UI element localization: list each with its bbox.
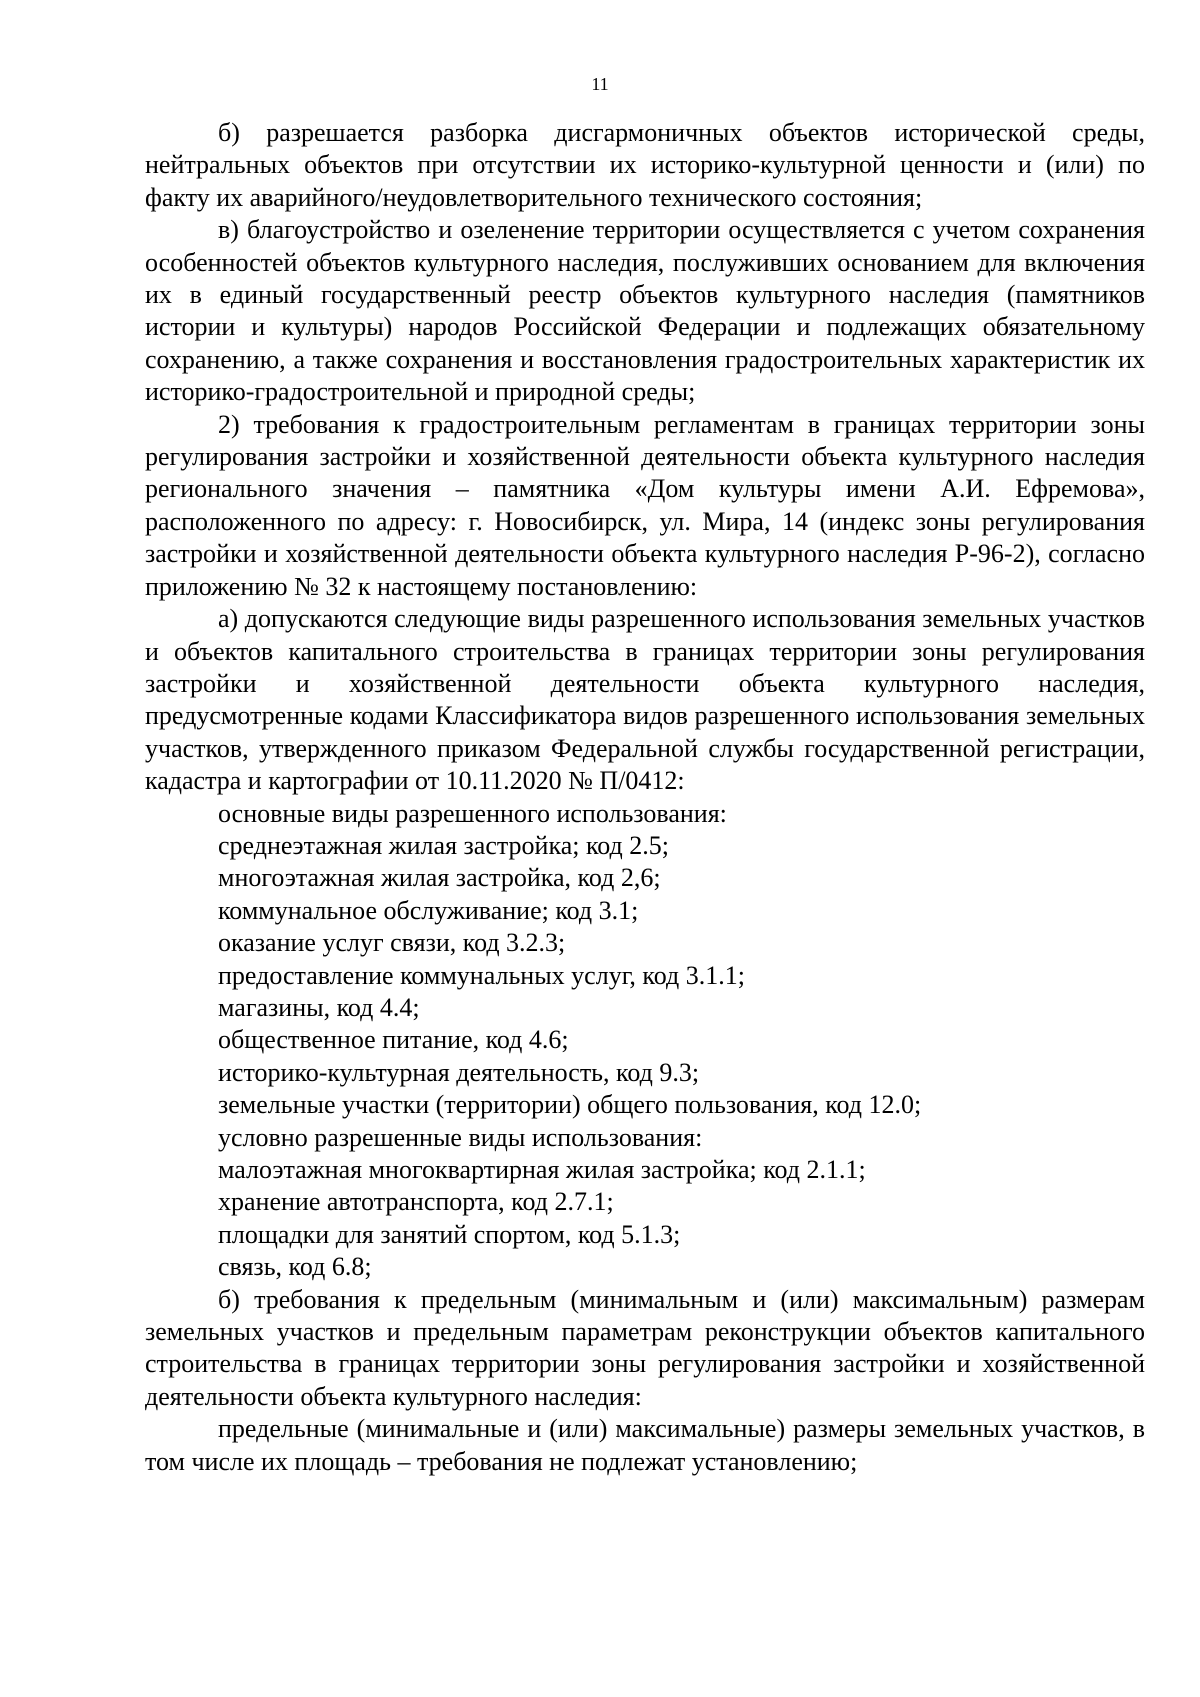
list-item: магазины, код 4.4; bbox=[218, 992, 420, 1022]
paragraph: б) требования к предельным (минимальным и (или) максимальным) размерам земельных участков и предельным параметрам реконструкции объектов капитального строительства в границах территории зоны регулирования застройки и хозяйственной деятельности объекта культурного наследия: bbox=[145, 1284, 1145, 1411]
paragraph: предельные (минимальные и (или) максимальные) размеры земельных участков, в том числе их площадь – требования не подлежат установлению; bbox=[145, 1414, 1145, 1476]
list-item: коммунальное обслуживание; код 3.1; bbox=[218, 895, 639, 925]
paragraph: в) благоустройство и озеленение территории осуществляется с учетом сохранения особенностей объектов культурного наследия, послуживших основанием для включения их в единый государственный реестр объектов культурного наследия (памятников истории и культуры) народов Российской Федерации и подлежащих обязательному сохранению, а также сохранения и восстановления градостроительных характеристик их историко-градостроительной и природной среды; bbox=[145, 215, 1145, 407]
list-item: многоэтажная жилая застройка, код 2,6; bbox=[218, 863, 661, 893]
list-item: малоэтажная многоквартирная жилая застройка; код 2.1.1; bbox=[218, 1155, 866, 1184]
list-item: общественное питание, код 4.6; bbox=[218, 1025, 569, 1055]
list-item: площадки для занятий спортом, код 5.1.3; bbox=[218, 1219, 681, 1249]
paragraph: б) разрешается разборка дисгармоничных объектов исторической среды, нейтральных объектов при отсутствии их историко-культурной ценности и (или) по факту их аварийного/неудовлетворительного технического состояния; bbox=[145, 118, 1145, 212]
list-item: оказание услуг связи, код 3.2.3; bbox=[218, 928, 566, 958]
page-number: 11 bbox=[591, 74, 609, 94]
list-item: основные виды разрешенного использования: bbox=[218, 798, 727, 828]
paragraph: а) допускаются следующие виды разрешенного использования земельных участков и объектов капитального строительства в границах территории зоны регулирования застройки и хозяйственной деятельности объекта культурного наследия, предусмотренные кодами Классификатора видов разрешенного использования земельных участков, утвержденного приказом Федеральной службы государственной регистрации, кадастра и картографии от 10.11.2020 № П/0412: bbox=[145, 604, 1145, 796]
list-item: хранение автотранспорта, код 2.7.1; bbox=[218, 1187, 614, 1217]
list-item: предоставление коммунальных услуг, код 3.1.1; bbox=[218, 960, 745, 990]
list-item: условно разрешенные виды использования: bbox=[218, 1122, 703, 1152]
list-item: связь, код 6.8; bbox=[218, 1252, 372, 1282]
list-item: земельные участки (территории) общего пользования, код 12.0; bbox=[218, 1090, 922, 1120]
list-item: историко-культурная деятельность, код 9.3; bbox=[218, 1057, 700, 1087]
list-item: среднеэтажная жилая застройка; код 2.5; bbox=[218, 830, 669, 860]
paragraph: 2) требования к градостроительным регламентам в границах территории зоны регулирования застройки и хозяйственной деятельности объекта культурного наследия регионального значения – памятника «Дом культуры имени А.И. Ефремова», расположенного по адресу: г. Новосибирск, ул. Мира, 14 (индекс зоны регулирования застройки и хозяйственной деятельности объекта культурного наследия Р-96-2), согласно приложению № 32 к настоящему постановлению: bbox=[145, 409, 1145, 601]
document-body bbox=[145, 117, 1145, 1478]
